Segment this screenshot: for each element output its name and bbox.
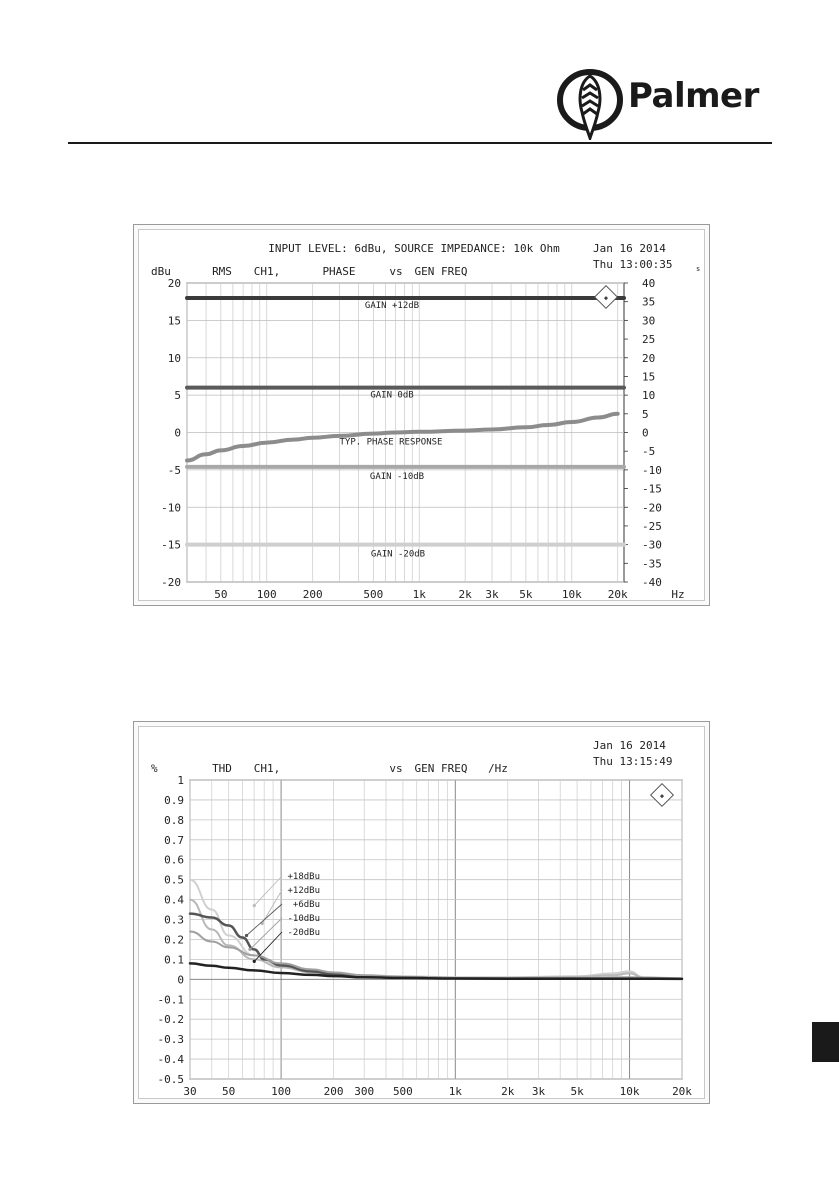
x-tick-label: 10k — [619, 1085, 640, 1098]
legend-leader-tip — [253, 904, 256, 907]
y2-tick-label: -40 — [642, 576, 662, 589]
x-tick-label: 500 — [363, 588, 384, 601]
rs-logo-mark: ◆ — [603, 294, 609, 302]
measure-label: PHASE — [322, 265, 356, 278]
legend-leader-tip — [245, 934, 248, 937]
x-tick-label: 3k — [531, 1085, 546, 1098]
x-tick-label: 20k — [607, 588, 628, 601]
y2-tick-label: -10 — [642, 463, 662, 477]
palmer-emblem-icon — [556, 68, 626, 140]
y-tick-label: -0.4 — [157, 1053, 184, 1067]
y-tick-label: 0.6 — [164, 853, 184, 867]
x-tick-label: 100 — [271, 1085, 292, 1098]
series-annotation: GAIN -20dB — [370, 549, 426, 560]
y-tick-label: 0.4 — [164, 893, 184, 907]
chart-time-suffix: s — [696, 265, 701, 273]
legend-label: -10dBu — [287, 914, 320, 924]
y2-tick-label: 25 — [642, 333, 656, 347]
legend-label: +6dBu — [292, 900, 320, 910]
y-tick-label: -0.5 — [157, 1073, 184, 1086]
left-unit-label: % — [151, 762, 158, 775]
y-tick-label: 0.1 — [164, 953, 184, 967]
chart-header-line: INPUT LEVEL: 6dBu, SOURCE IMPEDANCE: 10k Ohm — [268, 242, 560, 255]
y2-tick-label: 15 — [642, 370, 656, 384]
y-tick-label: 1 — [177, 774, 184, 787]
series-annotation: GAIN +12dB — [364, 300, 420, 311]
chart-panel-phase — [133, 224, 710, 606]
measure-label: GEN FREQ — [414, 762, 468, 775]
x-tick-label: 200 — [302, 588, 323, 601]
header-rule — [68, 142, 772, 144]
y-tick-label: -5 — [167, 463, 181, 477]
y2-tick-label: -5 — [642, 445, 656, 459]
x-tick-label: 300 — [354, 1085, 375, 1098]
x-tick-label: 50 — [214, 588, 228, 601]
y2-tick-label: 40 — [642, 277, 656, 290]
y-tick-label: 0.7 — [164, 833, 184, 847]
legend-label: -20dBu — [287, 928, 320, 938]
x-tick-label: 10k — [561, 588, 582, 601]
y2-tick-label: 10 — [642, 389, 656, 403]
y-tick-label: 0.8 — [164, 813, 184, 827]
x-tick-label: 20k — [672, 1085, 692, 1098]
y2-tick-label: -25 — [642, 519, 662, 533]
y-tick-label: 0 — [177, 973, 184, 987]
series-annotation: GAIN -10dB — [369, 471, 425, 482]
page-tab-marker — [812, 1022, 839, 1062]
measure-label: THD — [212, 762, 232, 775]
y2-tick-label: 35 — [642, 295, 656, 309]
y-tick-label: 5 — [174, 389, 181, 403]
y-tick-label: 20 — [167, 277, 181, 290]
measure-label: vs — [389, 762, 403, 775]
x-tick-label: 50 — [222, 1085, 236, 1098]
left-unit-label: dBu — [151, 265, 171, 278]
y2-tick-label: 5 — [642, 407, 649, 421]
x-tick-label: 5k — [570, 1085, 584, 1098]
y2-tick-label: 30 — [642, 314, 656, 328]
phase-response-chart — [134, 225, 709, 605]
series-annotation: TYP. PHASE RESPONSE — [339, 437, 443, 448]
legend-label: +18dBu — [287, 872, 320, 882]
chart-time: Thu 13:15:49 — [593, 755, 673, 768]
x-tick-label: 1k — [448, 1085, 462, 1098]
y-tick-label: 15 — [167, 314, 181, 328]
y2-tick-label: -20 — [642, 501, 662, 515]
chart-time: Thu 13:00:35 — [593, 258, 673, 271]
series-annotation: GAIN 0dB — [370, 390, 414, 401]
y2-tick-label: 20 — [642, 351, 656, 365]
measure-label: vs — [389, 265, 403, 278]
legend-leader-tip — [248, 948, 251, 951]
measure-label: CH1, — [253, 265, 281, 278]
measure-label: GEN FREQ — [414, 265, 468, 278]
y-tick-label: -0.1 — [157, 993, 184, 1007]
y2-tick-label: -30 — [642, 538, 662, 552]
rs-logo-mark: ◆ — [659, 792, 665, 800]
legend-leader-tip — [253, 960, 256, 963]
y-tick-label: -15 — [161, 538, 181, 552]
x-tick-label: 2k — [458, 588, 472, 601]
y-tick-label: 0.5 — [164, 873, 184, 887]
y-tick-label: 0.3 — [164, 913, 184, 927]
x-tick-label: 3k — [485, 588, 499, 601]
measure-label: RMS — [212, 265, 232, 278]
y2-tick-label: -15 — [642, 482, 662, 496]
chart-panel-thd — [133, 721, 710, 1104]
y-tick-label: 0.2 — [164, 933, 184, 947]
legend-label: +12dBu — [287, 886, 320, 896]
y-tick-label: 0.9 — [164, 793, 184, 807]
y-tick-label: -10 — [161, 501, 181, 515]
measure-label: /Hz — [488, 762, 508, 775]
x-tick-label: 5k — [519, 588, 533, 601]
y2-tick-label: 0 — [642, 426, 649, 440]
y2-tick-label: -35 — [642, 557, 662, 571]
y-tick-label: 0 — [174, 426, 181, 440]
y-tick-label: -0.2 — [157, 1013, 184, 1027]
measure-label: CH1, — [253, 762, 281, 775]
brand-name: Palmer — [628, 76, 759, 116]
y-tick-label: 10 — [167, 351, 181, 365]
y-tick-label: -0.3 — [157, 1033, 184, 1047]
x-tick-label: 500 — [392, 1085, 413, 1098]
chart-date: Jan 16 2014 — [593, 739, 666, 752]
thd-chart — [134, 722, 709, 1103]
x-tick-label: 1k — [412, 588, 426, 601]
chart-date: Jan 16 2014 — [593, 242, 666, 255]
x-tick-label: 2k — [501, 1085, 515, 1098]
x-tick-label: 200 — [323, 1085, 344, 1098]
plot-area — [190, 780, 682, 1079]
x-unit-label: Hz — [671, 588, 685, 601]
y-tick-label: -20 — [161, 576, 181, 589]
palmer-logo — [556, 68, 772, 140]
x-tick-label: 30 — [183, 1085, 197, 1098]
x-tick-label: 100 — [256, 588, 277, 601]
